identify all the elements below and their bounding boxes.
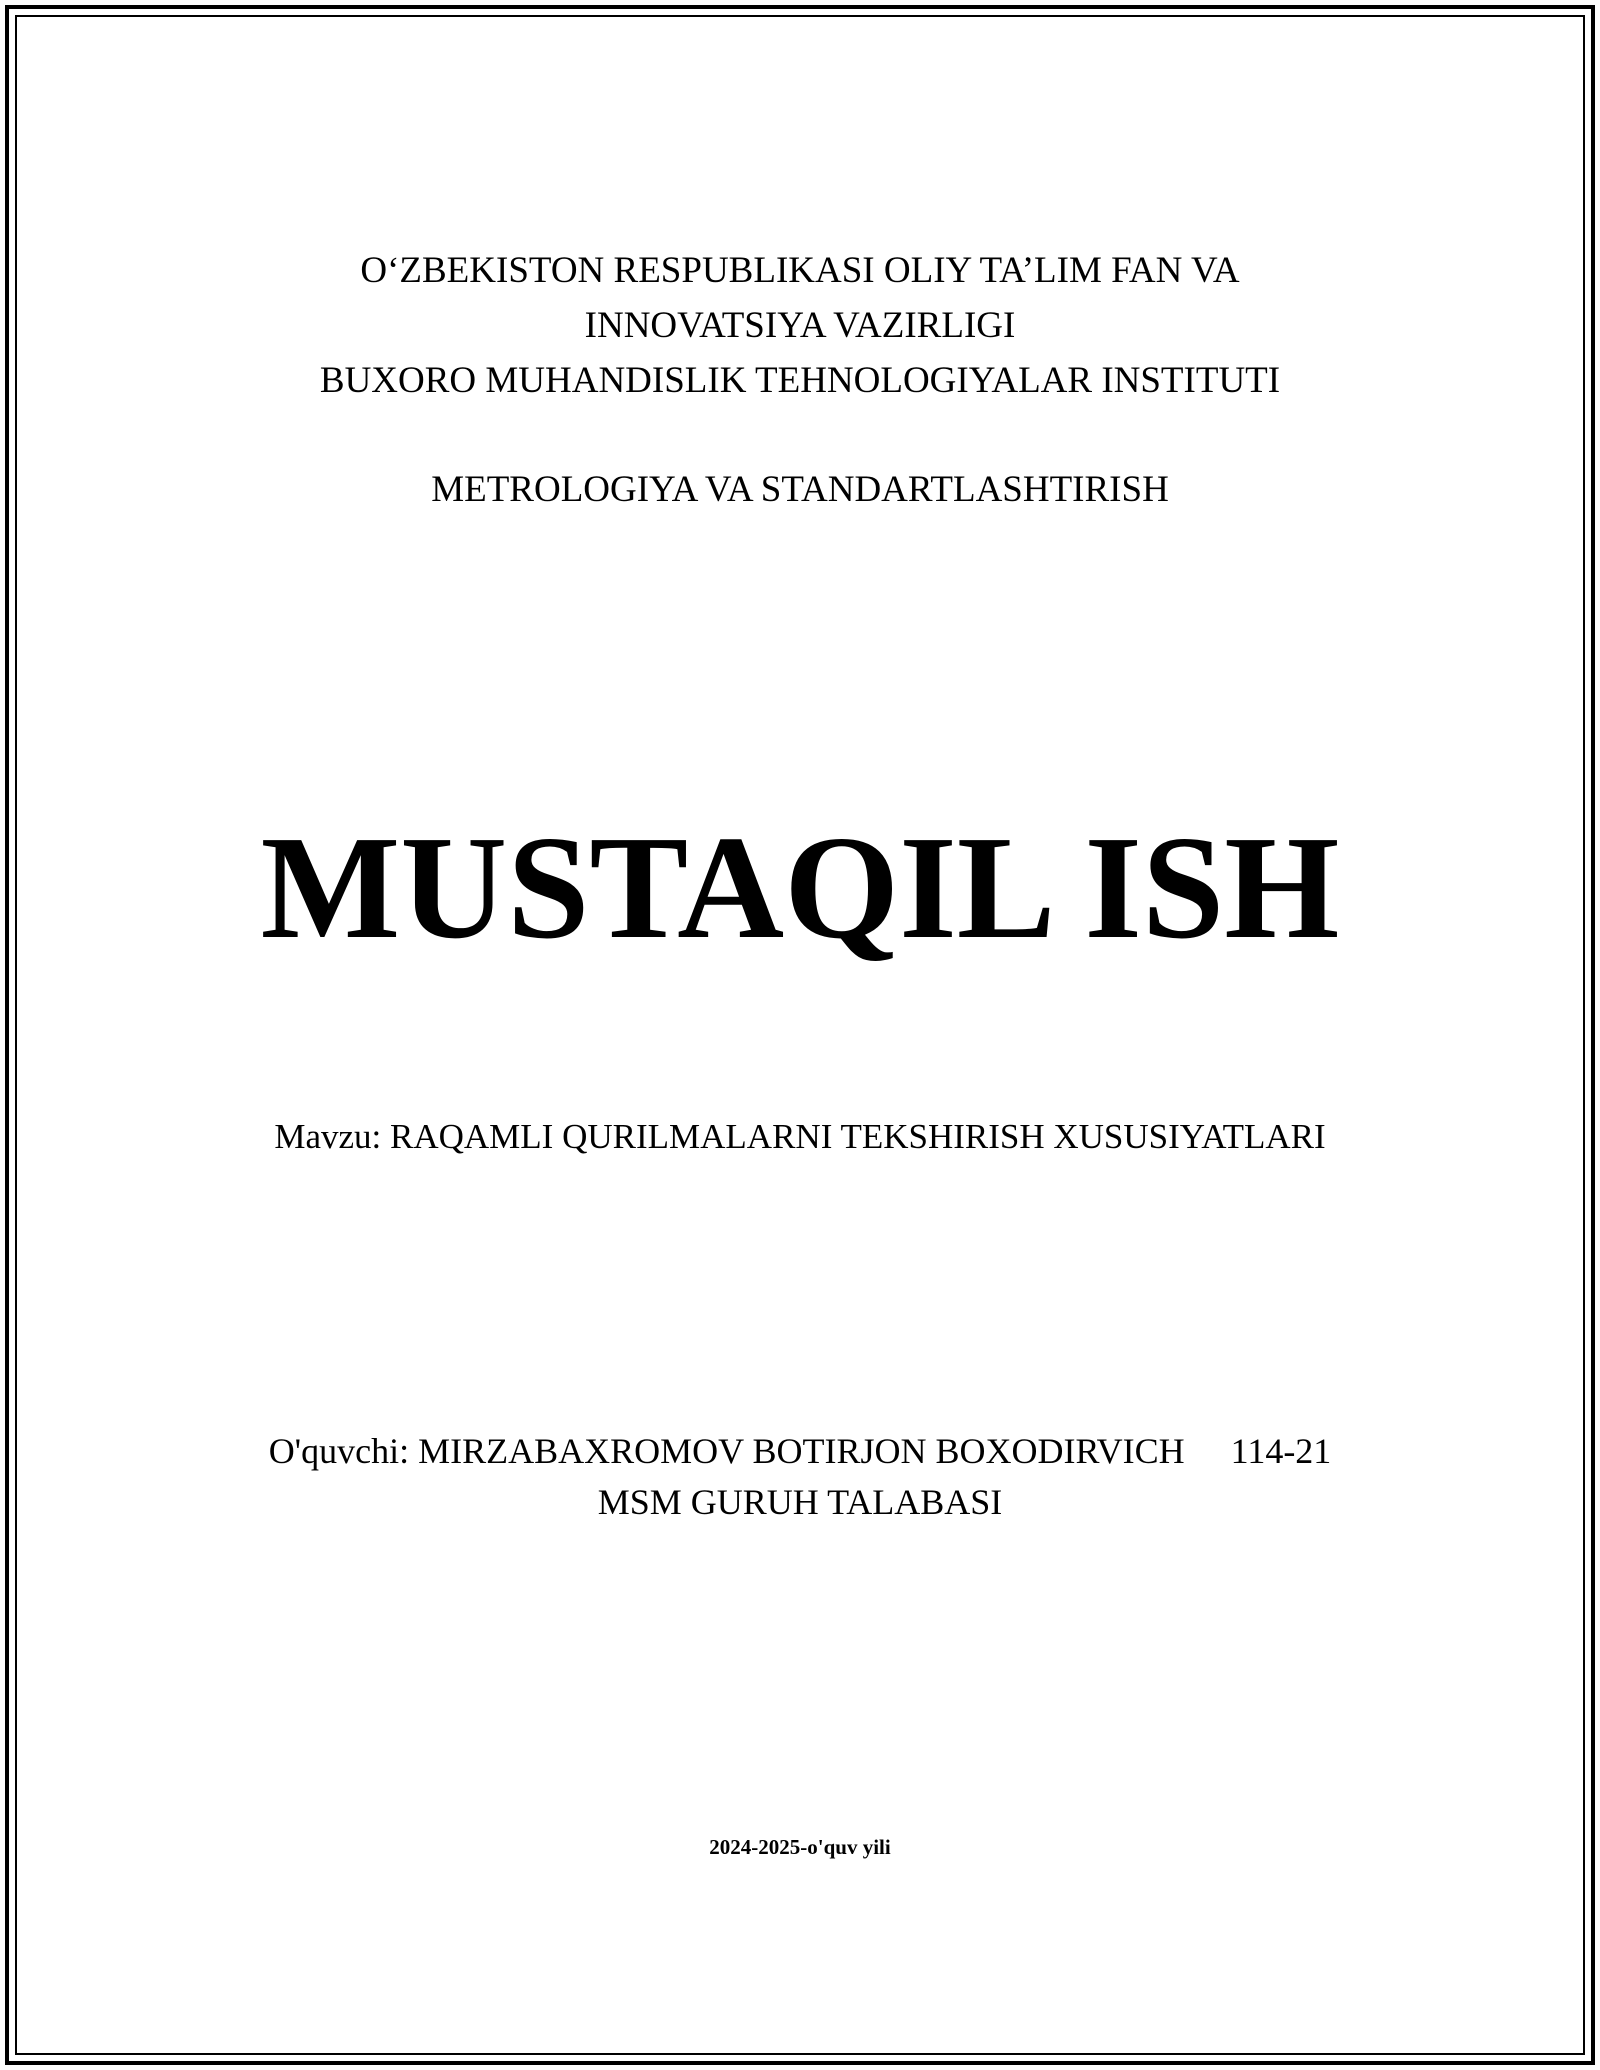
institute-name: BUXORO MUHANDISLIK TEHNOLOGIYALAR INSTITUTI bbox=[319, 360, 1281, 401]
ministry-line-1: O‘ZBEKISTON RESPUBLIKASI OLIY TA’LIM FAN VA bbox=[360, 250, 1240, 291]
topic-line: Mavzu: RAQAMLI QURILMALARNI TEKSHIRISH XUSUSIYATLARI bbox=[274, 1117, 1326, 1156]
ministry-line-2: INNOVATSIYA VAZIRLIGI bbox=[584, 305, 1016, 346]
academic-year: 2024-2025-o'quv yili bbox=[709, 1835, 891, 1859]
group-line: MSM GURUH TALABASI bbox=[597, 1482, 1003, 1522]
student-info-line bbox=[0, 1425, 1600, 1477]
department-name: METROLOGIYA VA STANDARTLASHTIRISH bbox=[431, 469, 1169, 510]
document-title: MUSTAQIL ISH bbox=[260, 806, 1340, 970]
student-name: O'quvchi: MIRZABAXROMOV BOTIRJON BOXODIRVICH bbox=[268, 1431, 1185, 1471]
group-number: 114-21 bbox=[1230, 1431, 1332, 1471]
